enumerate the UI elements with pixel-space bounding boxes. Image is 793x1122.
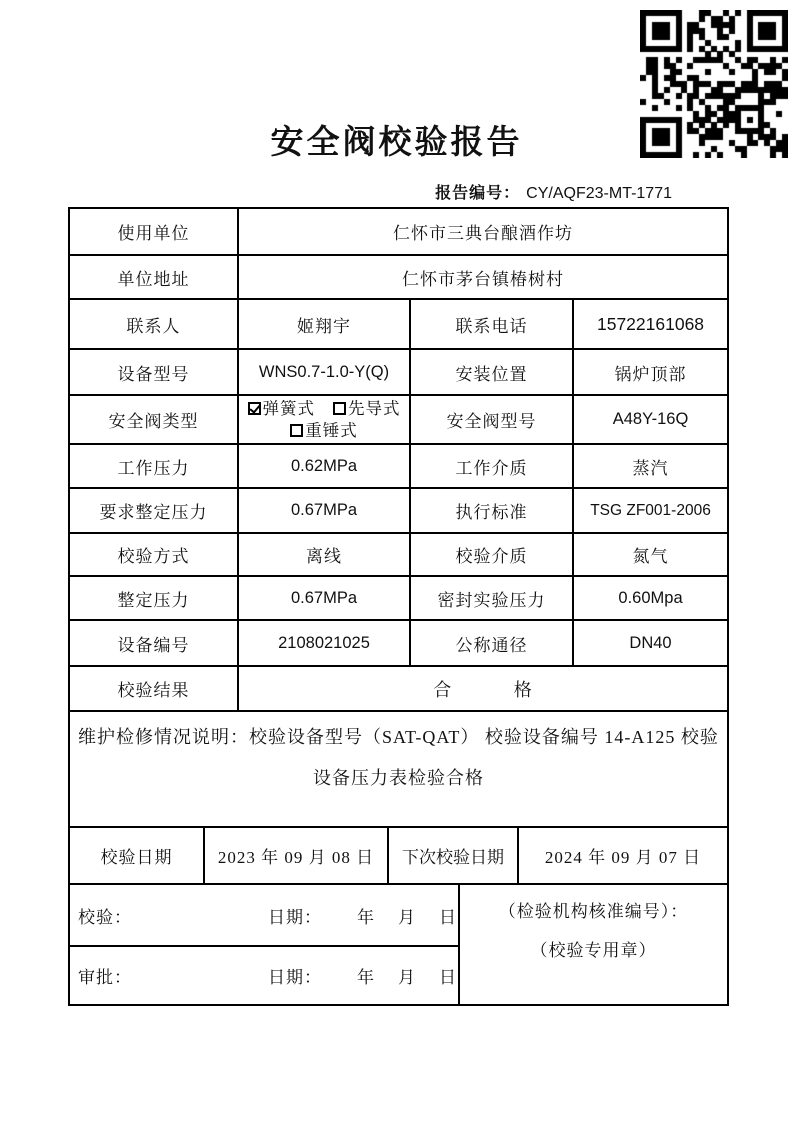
approve-month-label: 月	[398, 968, 416, 987]
exec-standard-label: 执行标准	[410, 488, 573, 533]
valve-type-option-spring-label: 弹簧式	[262, 398, 315, 418]
working-pressure-value: 0.62MPa	[238, 444, 410, 488]
verify-label: 校验：	[78, 907, 132, 927]
result-value: 合 格	[238, 666, 728, 711]
row-result	[69, 666, 728, 711]
verify-day-label: 日	[439, 907, 457, 927]
row-required-set-pressure	[69, 488, 728, 533]
qr-code	[640, 10, 788, 158]
unit-address-value: 仁怀市茅台镇椿树村	[238, 255, 728, 299]
row-unit-address	[69, 255, 728, 299]
checkbox-checked-icon	[248, 402, 261, 415]
device-model-label: 设备型号	[69, 349, 238, 395]
verify-date-label: 日期：	[268, 907, 322, 927]
row-working-pressure	[69, 444, 728, 488]
unit-address-label: 单位地址	[69, 255, 238, 299]
signature-table	[68, 826, 729, 1006]
valve-type-label: 安全阀类型	[69, 395, 238, 444]
contact-phone-label: 联系电话	[410, 299, 573, 349]
exec-standard-value: TSG ZF001-2006	[573, 488, 728, 533]
approve-signature-cell	[69, 946, 459, 1005]
row-valve-type	[69, 395, 728, 444]
working-medium-value: 蒸汽	[573, 444, 728, 488]
row-calib-method	[69, 533, 728, 576]
valve-model-value: A48Y-16Q	[573, 395, 728, 444]
seal-note: （校验专用章）	[530, 941, 657, 960]
valve-type-option-lever	[290, 420, 358, 442]
maintenance-note-line2: 设备压力表检验合格	[313, 768, 485, 788]
row-contact	[69, 299, 728, 349]
required-set-pressure-value: 0.67MPa	[238, 488, 410, 533]
contact-phone-value: 15722161068	[573, 299, 728, 349]
contact-label: 联系人	[69, 299, 238, 349]
approve-day-label: 日	[439, 968, 457, 987]
valve-model-label: 安全阀型号	[410, 395, 573, 444]
set-pressure-value: 0.67MPa	[238, 576, 410, 620]
report-number-label: 报告编号：	[435, 185, 521, 202]
row-set-pressure	[69, 576, 728, 620]
row-device-no	[69, 620, 728, 666]
row-maintenance	[69, 711, 728, 829]
nominal-diameter-value: DN40	[573, 620, 728, 666]
working-medium-label: 工作介质	[410, 444, 573, 488]
maintenance-note-line1: 维护检修情况说明：校验设备型号（SAT-QAT） 校验设备编号 14-A125 校验	[78, 727, 719, 747]
install-position-label: 安装位置	[410, 349, 573, 395]
device-model-value: WNS0.7-1.0-Y(Q)	[238, 349, 410, 395]
device-no-label: 设备编号	[69, 620, 238, 666]
seal-area	[459, 884, 728, 1005]
next-calibration-date-label: 下次校验日期	[388, 827, 518, 884]
row-use-unit	[69, 208, 728, 255]
report-number	[0, 180, 672, 203]
row-calibration-date	[69, 827, 728, 884]
install-position-value: 锅炉顶部	[573, 349, 728, 395]
result-label: 校验结果	[69, 666, 238, 711]
calib-method-value: 离线	[238, 533, 410, 576]
valve-type-option-lever-label: 重锤式	[305, 420, 358, 440]
valve-type-option-pilot-label: 先导式	[348, 398, 401, 418]
approve-year-label: 年	[357, 968, 375, 987]
calibration-date-label: 校验日期	[69, 827, 204, 884]
approve-date-label: 日期：	[268, 968, 322, 987]
org-code-note: （检验机构核准编号）：	[498, 902, 689, 921]
calib-method-label: 校验方式	[69, 533, 238, 576]
seal-test-pressure-label: 密封实验压力	[410, 576, 573, 620]
report-table	[68, 207, 729, 830]
verify-signature-cell	[69, 884, 459, 946]
next-calibration-date-value: 2024 年 09 月 07 日	[518, 827, 728, 884]
row-verify-signature	[69, 884, 728, 946]
approve-label: 审批：	[78, 968, 132, 987]
nominal-diameter-label: 公称通径	[410, 620, 573, 666]
row-device-model	[69, 349, 728, 395]
set-pressure-label: 整定压力	[69, 576, 238, 620]
page-title: 安全阀校验报告	[270, 123, 523, 160]
verify-month-label: 月	[398, 907, 416, 927]
report-number-value: CY/AQF23-MT-1771	[526, 185, 672, 202]
use-unit-label: 使用单位	[69, 208, 238, 255]
checkbox-unchecked-icon	[333, 402, 346, 415]
contact-value: 姬翔宇	[238, 299, 410, 349]
maintenance-note	[69, 711, 728, 829]
required-set-pressure-label: 要求整定压力	[69, 488, 238, 533]
device-no-value: 2108021025	[238, 620, 410, 666]
use-unit-value: 仁怀市三典台酿酒作坊	[238, 208, 728, 255]
calib-medium-value: 氮气	[573, 533, 728, 576]
valve-type-option-pilot	[333, 398, 401, 420]
calib-medium-label: 校验介质	[410, 533, 573, 576]
verify-year-label: 年	[357, 907, 375, 927]
valve-type-options	[238, 395, 410, 444]
working-pressure-label: 工作压力	[69, 444, 238, 488]
valve-type-option-spring	[248, 398, 316, 420]
seal-test-pressure-value: 0.60Mpa	[573, 576, 728, 620]
calibration-date-value: 2023 年 09 月 08 日	[204, 827, 388, 884]
checkbox-unchecked-icon	[290, 424, 303, 437]
